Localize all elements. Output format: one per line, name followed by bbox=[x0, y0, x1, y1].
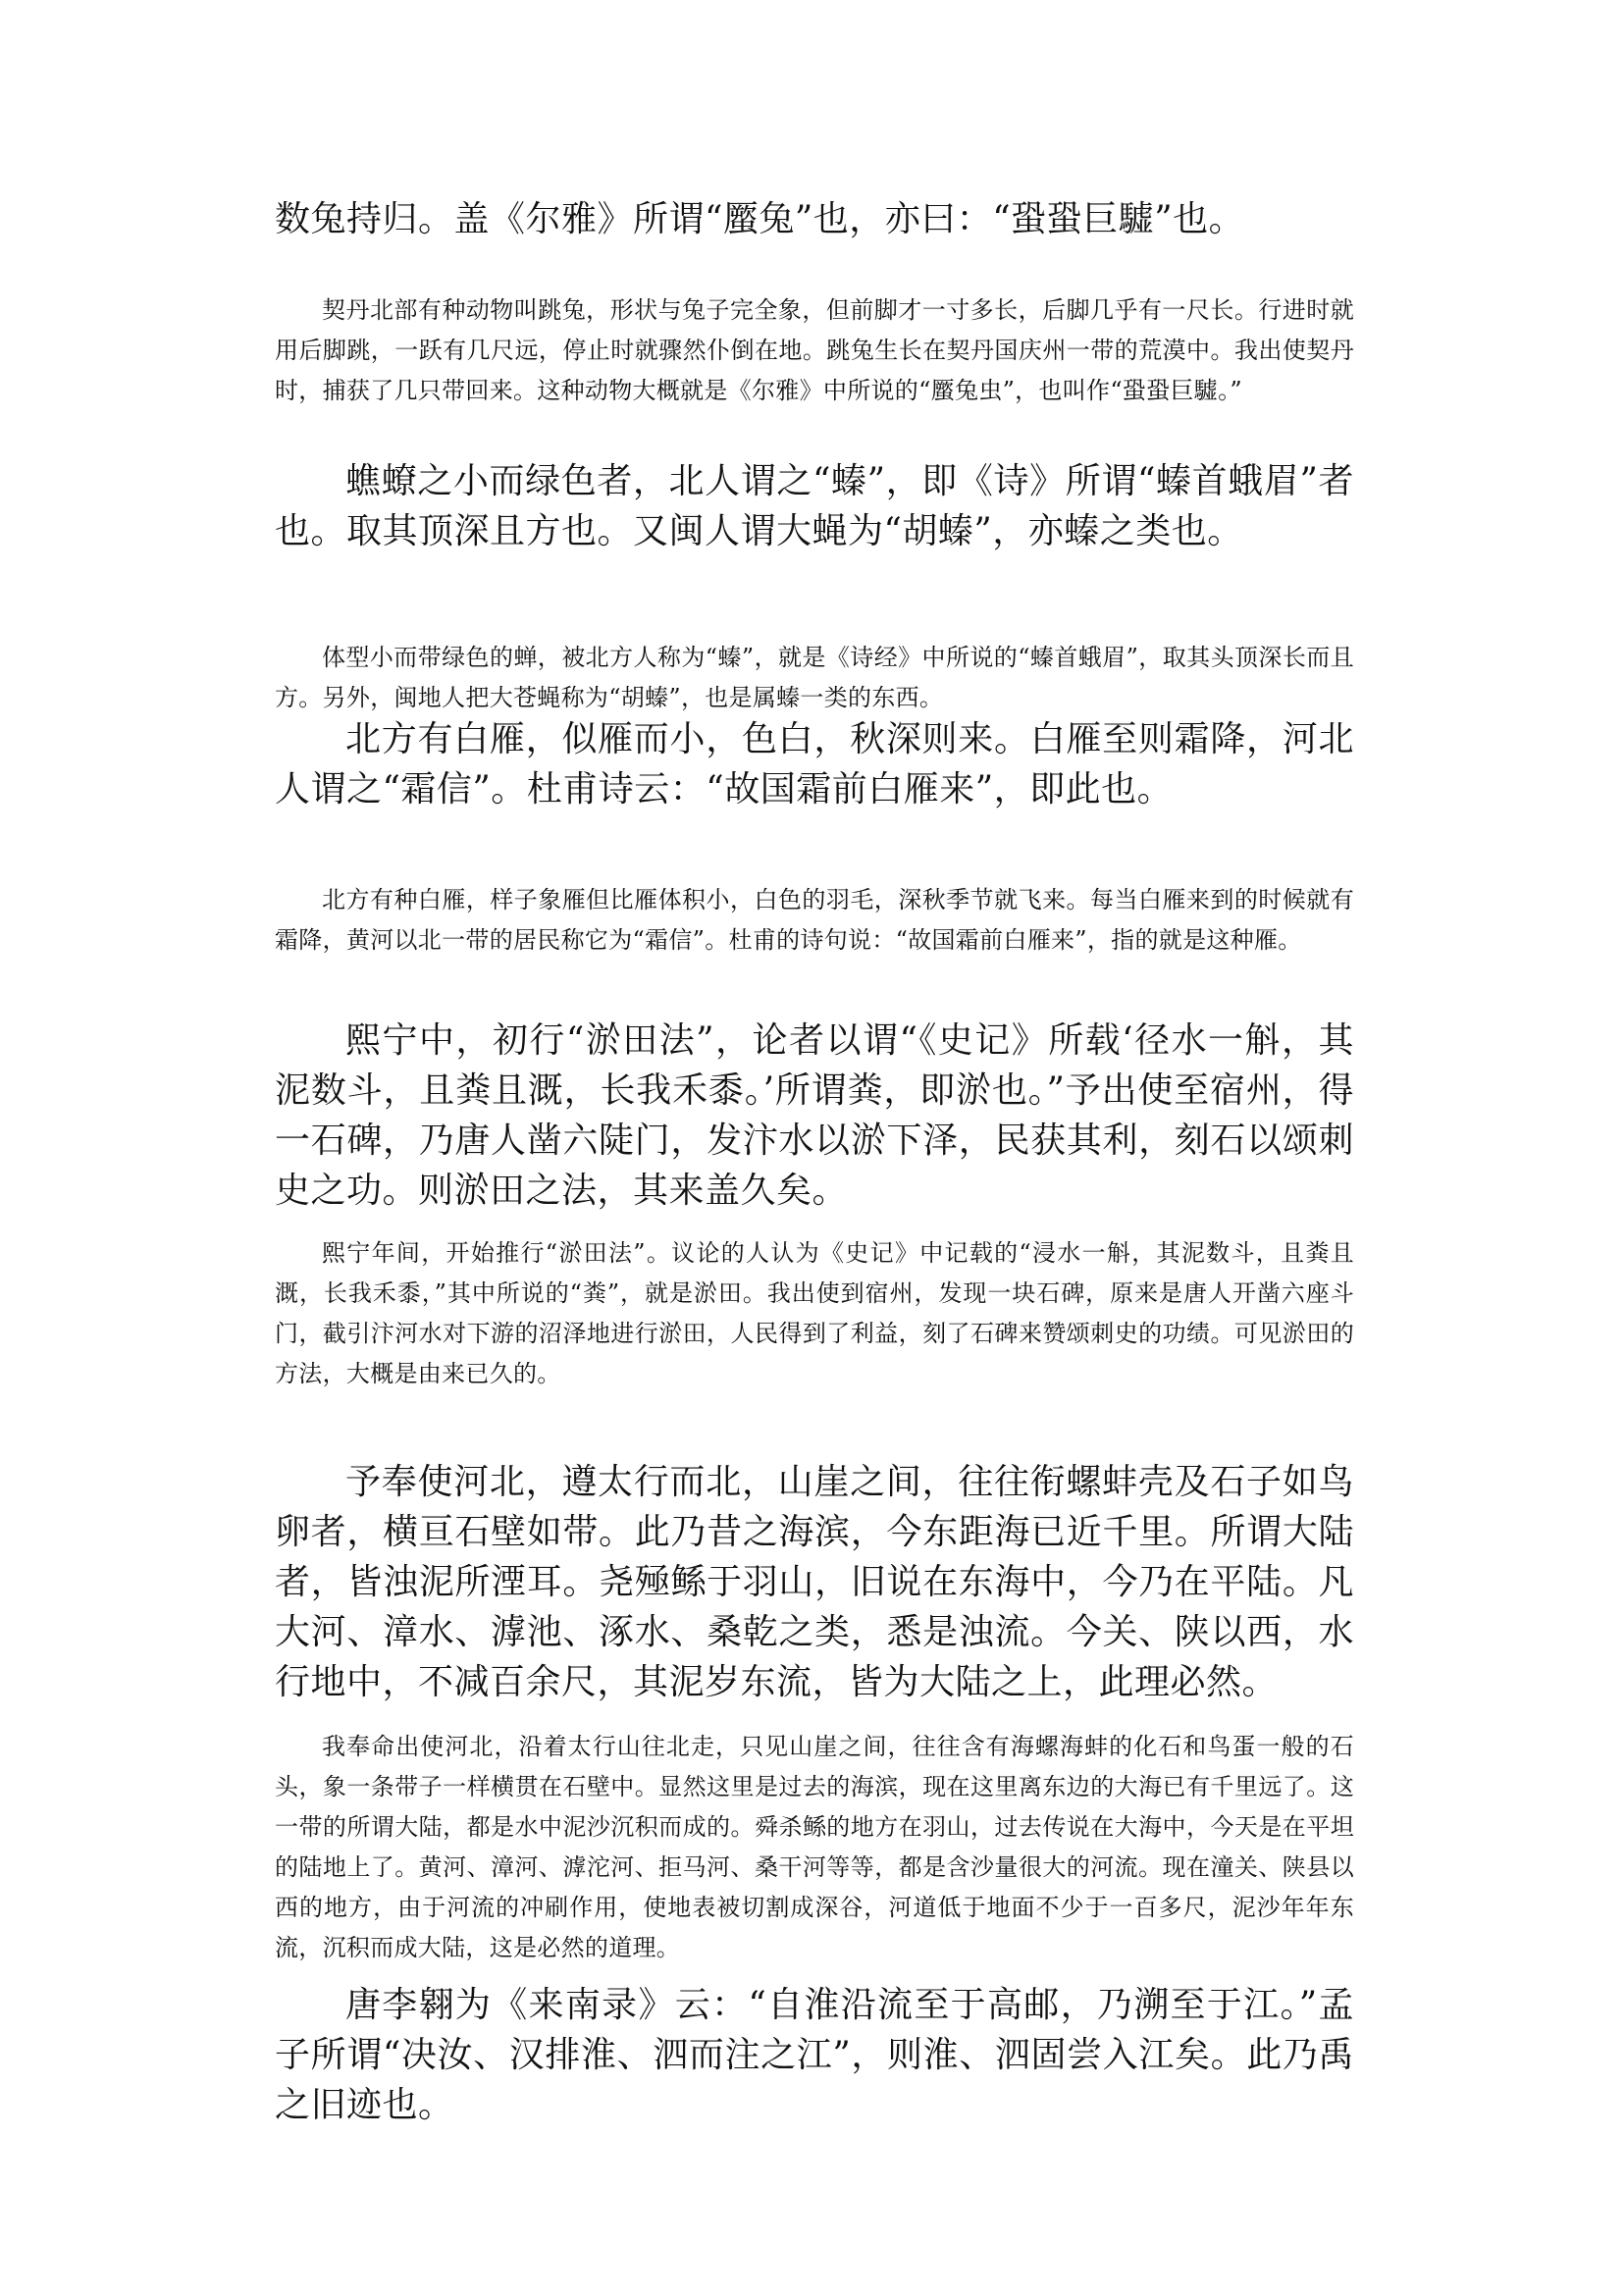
translation-paragraph: 北方有种白雁，样子象雁但比雁体积小，白色的羽毛，深秋季节就飞来。每当白雁来到的时候就有霜降，黄河以北一带的居民称它为“霜信”。杜甫的诗句说：“故国霜前白雁来”，指的就是这种雁。 bbox=[275, 886, 1354, 954]
original-text-paragraph: 数兔持归。盖《尔雅》所谓“蟨兔”也，亦曰：“蛩蛩巨驉”也。 bbox=[275, 199, 1245, 239]
original-text-paragraph: 蟭蟟之小而绿色者，北人谓之“螓”，即《诗》所谓“螓首蛾眉”者也。取其顶深且方也。又闽人谓大蝇为“胡螓”，亦螓之类也。 bbox=[275, 461, 1354, 551]
original-text-paragraph: 熙宁中，初行“淤田法”，论者以谓“《史记》所载‘径水一斛，其泥数斗，且粪且溉，长我禾黍。’所谓粪，即淤也。”予出使至宿州，得一石碑，乃唐人凿六陡门，发汴水以淤下泽，民获其利，刻石以颂刺史之功。则淤田之法，其来盖久矣。 bbox=[275, 1020, 1354, 1211]
translation-paragraph: 体型小而带绿色的蝉，被北方人称为“螓”，就是《诗经》中所说的“螓首蛾眉”，取其头顶深长而且方。另外，闽地人把大苍蝇称为“胡螓”，也是属螓一类的东西。 bbox=[275, 644, 1354, 711]
original-text-paragraph: 唐李翱为《来南录》云：“自淮沿流至于高邮，乃溯至于江。”孟子所谓“决汝、汉排淮、泗而注之江”，则淮、泗固尝入江矣。此乃禹之旧迹也。 bbox=[275, 1985, 1354, 2125]
original-text-paragraph: 北方有白雁，似雁而小，色白，秋深则来。白雁至则霜降，河北人谓之“霜信”。杜甫诗云：“故国霜前白雁来”，即此也。 bbox=[275, 719, 1354, 809]
translation-paragraph: 我奉命出使河北，沿着太行山往北走，只见山崖之间，往往含有海螺海蚌的化石和鸟蛋一般的石头，象一条带子一样横贯在石壁中。显然这里是过去的海滨，现在这里离东边的大海已有千里远了。这一带的所谓大陆，都是水中泥沙沉积而成的。舜杀鲧的地方在羽山，过去传说在大海中，今天是在平坦的陆地上了。黄河、漳河、滹沱河、拒马河、桑干河等等，都是含沙量很大的河流。现在潼关、陕县以西的地方，由于河流的冲刷作用，使地表被切割成深谷，河道低于地面不少于一百多尺，泥沙年年东流，沉积而成大陆，这是必然的道理。 bbox=[275, 1733, 1354, 1961]
translation-paragraph: 熙宁年间，开始推行“淤田法”。议论的人认为《史记》中记载的“浸水一斛，其泥数斗，且粪且溉，长我禾黍，”其中所说的“粪”，就是淤田。我出使到宿州，发现一块石碑，原来是唐人开凿六座斗门，截引汴河水对下游的沼泽地进行淤田，人民得到了利益，刻了石碑来赞颂刺史的功绩。可见淤田的方法，大概是由来已久的。 bbox=[275, 1239, 1354, 1387]
translation-paragraph: 契丹北部有种动物叫跳兔，形状与兔子完全象，但前脚才一寸多长，后脚几乎有一尺长。行进时就用后脚跳，一跃有几尺远，停止时就骤然仆倒在地。跳兔生长在契丹国庆州一带的荒漠中。我出使契丹时，捕获了几只带回来。这种动物大概就是《尔雅》中所说的“蟨兔虫”，也叫作“蛩蛩巨驉。” bbox=[275, 296, 1354, 404]
original-text-paragraph: 予奉使河北，遵太行而北，山崖之间，往往衔螺蚌壳及石子如鸟卵者，横亘石壁如带。此乃昔之海滨，今东距海已近千里。所谓大陆者，皆浊泥所湮耳。尧殛鲧于羽山，旧说在东海中，今乃在平陆。凡大河、漳水、滹池、涿水、桑乾之类，悉是浊流。今关、陕以西，水行地中，不减百余尺，其泥岁东流，皆为大陆之上，此理必然。 bbox=[275, 1462, 1354, 1702]
